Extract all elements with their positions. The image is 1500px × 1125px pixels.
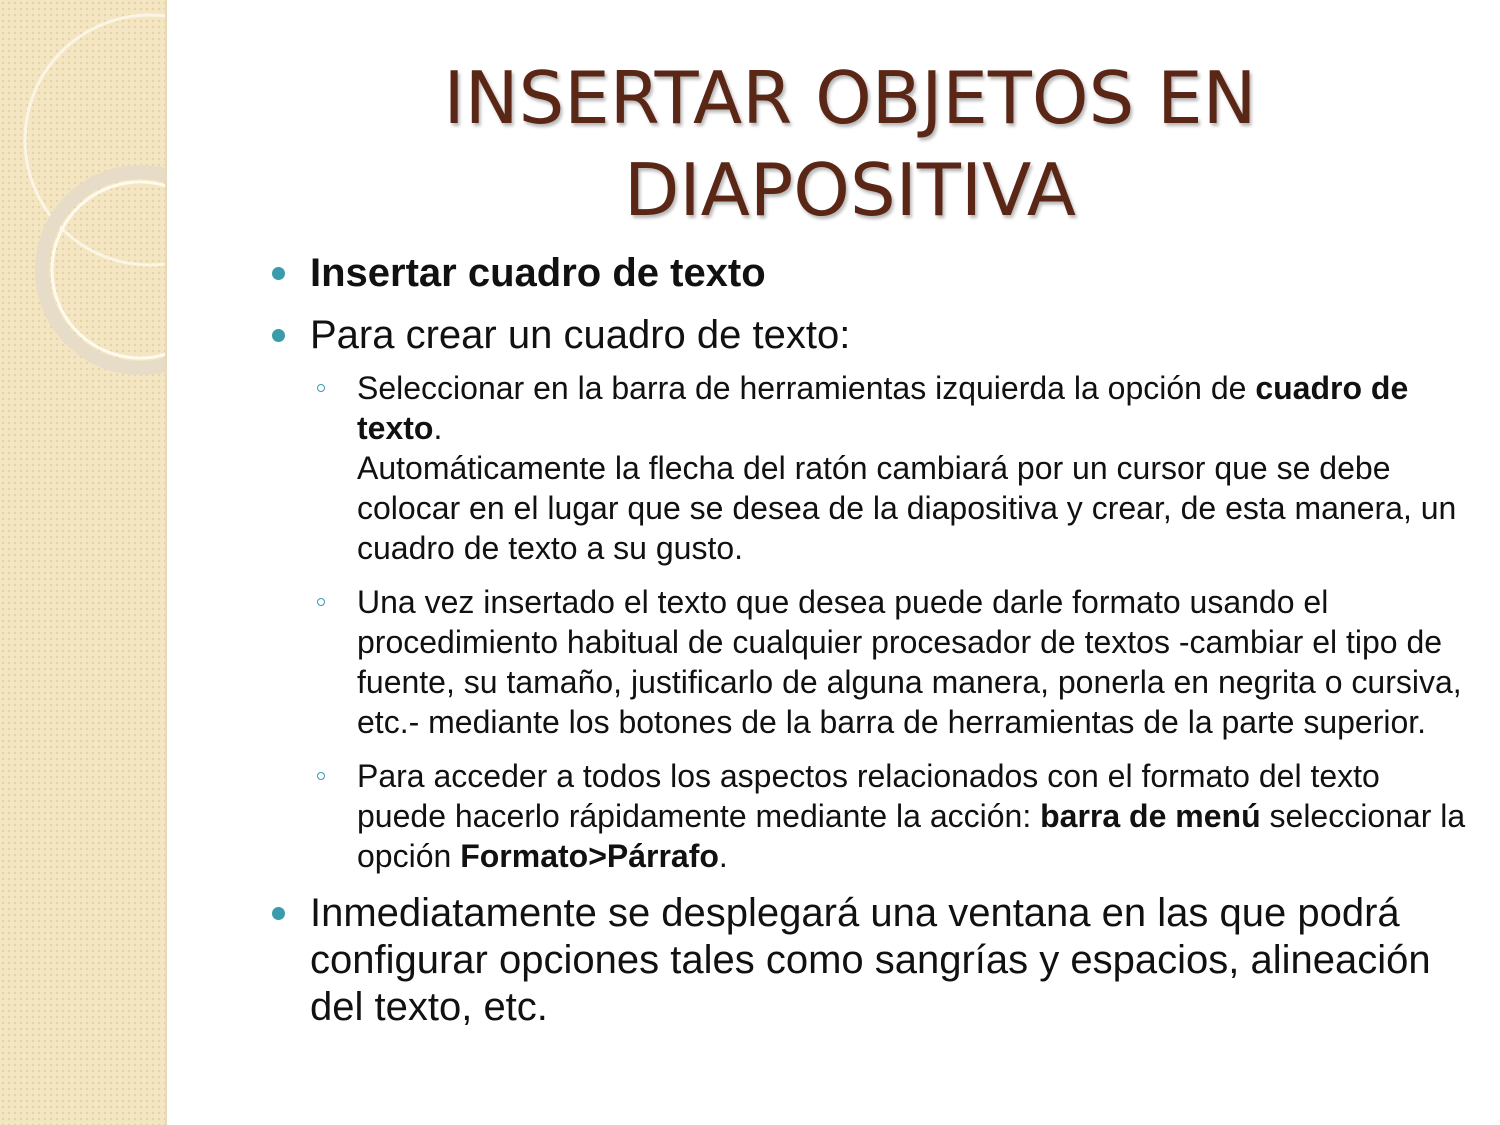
sub-text: . [718,838,728,874]
bullet-dot-icon [272,267,285,280]
sub-bullet-seleccionar [272,368,1472,568]
sub-text: Una vez insertado el texto que desea puede darle formato usando el procedimiento habitual de cualquier procesador de textos -cambiar el tipo de fuente, su tamaño, justificarlo de alguna manera, ponerla en negrita o cursiva, etc.- mediante los botones de la barra de herramientas de la parte superior. [357,584,1462,740]
sub-text-bold: Formato>Párrafo [460,838,719,874]
sub-bullet-ring-icon [317,598,325,606]
title-line-1: INSERTAR OBJETOS EN [443,56,1257,140]
sub-text-bold: barra de menú [1040,798,1261,834]
sub-text: Automáticamente la flecha del ratón cambiará por un cursor que se debe colocar en el lugar que se desea de la diapositiva y crear, de esta manera, un cuadro de texto a su gusto. [357,450,1457,566]
bullet-text: Para crear un cuadro de texto: [310,313,851,357]
sub-text-bold: cuadro de texto [357,370,1409,446]
sub-text: Seleccionar en la barra de herramientas izquierda la opción de [357,370,1256,406]
bullet-inmediatamente [272,890,1472,1031]
bullet-para-crear [272,312,1472,358]
sub-text: seleccionar la opción [357,798,1466,874]
sub-bullet-ring-icon [317,772,325,780]
sub-bullet-una-vez [272,582,1472,742]
bullet-dot-icon [272,907,285,920]
sub-bullet-para-acceder [272,756,1472,876]
sub-text: Para acceder a todos los aspectos relacionados con el formato del texto puede hacerlo rápidamente mediante la acción: [357,758,1380,834]
slide-title [170,52,1500,236]
bullet-text: Insertar cuadro de texto [310,251,766,295]
decorative-circle-ring [42,172,165,368]
title-line-2: DIAPOSITIVA [623,148,1077,232]
sub-bullet-ring-icon [317,384,325,392]
decorative-side-band [0,0,167,1125]
slide-content [272,250,1472,1047]
sub-text: . [433,410,443,446]
decorative-circles [0,0,165,420]
bullet-text: Inmediatamente se desplegará una ventana en las que podrá configurar opciones tales como sangrías y espacios, alineación del texto, etc. [310,891,1431,1029]
bullet-insertar-cuadro [272,250,1472,296]
bullet-dot-icon [272,329,285,342]
